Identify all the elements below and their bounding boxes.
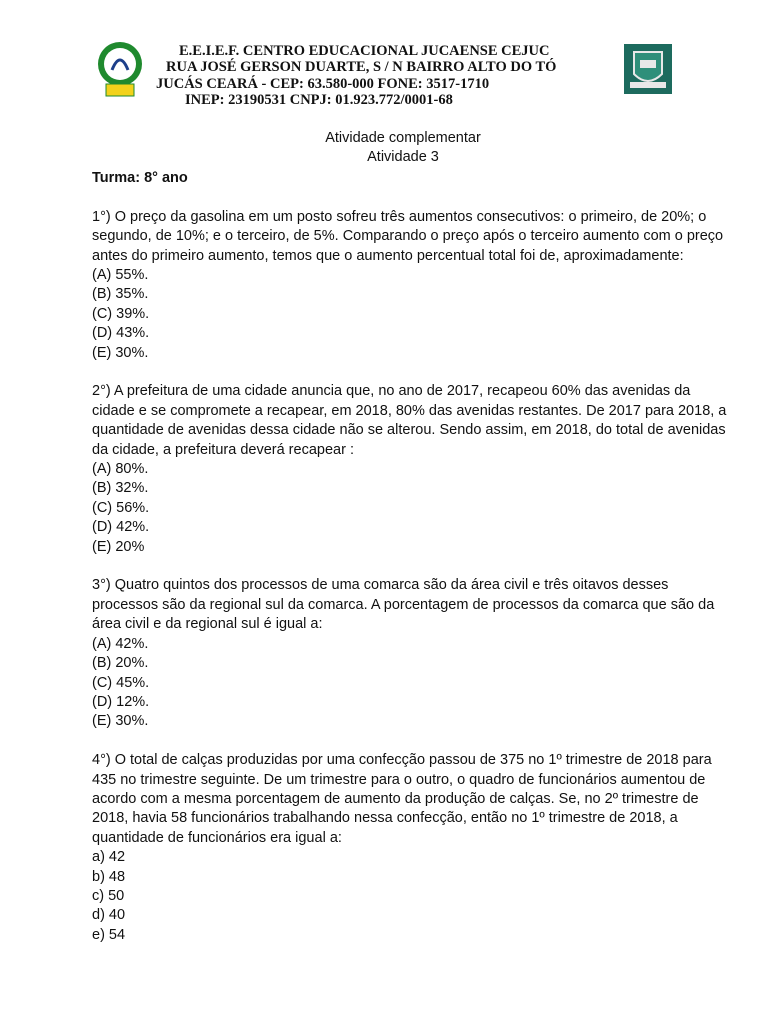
- school-logo-left: [92, 40, 148, 98]
- question-2: [92, 382, 732, 557]
- header-line-school-name: E.E.I.E.F. CENTRO EDUCACIONAL JUCAENSE CEJUC: [179, 43, 550, 59]
- answer-option: b) 48: [92, 868, 126, 885]
- document-body: [92, 169, 732, 945]
- question-3: [92, 576, 732, 731]
- municipal-crest-logo: [624, 44, 672, 94]
- answer-option: (A) 80%.: [92, 461, 149, 478]
- answer-option: d) 40: [92, 907, 126, 924]
- answer-option: e) 54: [92, 926, 126, 943]
- class-label: Turma: 8° ano: [92, 170, 188, 186]
- answer-option: (E) 20%: [92, 538, 145, 555]
- header-line-registration: INEP: 23190531 CNPJ: 01.923.772/0001-68: [185, 92, 453, 108]
- page-subtitle: Atividade 3: [367, 149, 439, 165]
- question-text: 2°) A prefeitura de uma cidade anuncia que, no ano de 2017, recapeou 60% das avenidas da cidade e se compromete a recapear, em 2018, 80% das avenidas restantes. De 2017 para 2018, a quantidade de avenidas dessa cidade não se alterou. Sendo assim, em 2018, do total de avenidas da cidade, a prefeitura deverá recapear :: [92, 383, 727, 458]
- answer-option: (E) 30%.: [92, 713, 149, 730]
- question-text: 3°) Quatro quintos dos processos de uma comarca são da área civil e três oitavos desses processos são da regional sul da comarca. A porcentagem de processos da comarca que são da área civil e da regional sul é igual a:: [92, 577, 715, 633]
- header-line-city: JUCÁS CEARÁ - CEP: 63.580-000 FONE: 3517-1710: [156, 76, 490, 92]
- question-text: 4°) O total de calças produzidas por uma confecção passou de 375 no 1º trimestre de 2018 para 435 no trimestre seguinte. De um trimestre para o outro, o quadro de funcionários aumentou de acordo com a mesma porcentagem de aumento da produção de calças. Se, no 2º trimestre de: [92, 752, 712, 807]
- answer-option: (B) 35%.: [92, 286, 149, 303]
- answer-option: (B) 20%.: [92, 655, 149, 672]
- answer-option: (C) 45%.: [92, 674, 150, 691]
- question-text-continued: 2018, havia 58 funcionários trabalhando nessa confecção, então no 1º trimestre de 2018, a quantidade de funcionários era igual a:: [92, 810, 678, 846]
- answer-option: (C) 56%.: [92, 499, 150, 516]
- header-line-address: RUA JOSÉ GERSON DUARTE, S / N BAIRRO ALTO DO TÓ: [166, 59, 557, 75]
- answer-option: (D) 43%.: [92, 325, 150, 342]
- answer-option: a) 42: [92, 849, 126, 866]
- answer-option: (B) 32%.: [92, 480, 149, 497]
- answer-option: (C) 39%.: [92, 305, 150, 322]
- page-title: Atividade complementar: [325, 130, 481, 146]
- question-text: 1°) O preço da gasolina em um posto sofreu três aumentos consecutivos: o primeiro, de 20%; o segundo, de 10%; e o terceiro, de 5%. Comparando o preço após o terceiro aumento com o preço antes do primeiro aumento, temos que o aumento percentual total foi de, aproximadamente:: [92, 208, 724, 264]
- answer-option: (A) 42%.: [92, 635, 149, 652]
- answer-option: (D) 42%.: [92, 519, 150, 536]
- question-1: [92, 208, 732, 363]
- answer-option: (D) 12%.: [92, 693, 150, 710]
- question-4: [92, 751, 732, 945]
- answer-option: c) 50: [92, 887, 125, 904]
- answer-option: (E) 30%.: [92, 344, 149, 361]
- document-header: [0, 0, 768, 120]
- answer-option: (A) 55%.: [92, 267, 149, 284]
